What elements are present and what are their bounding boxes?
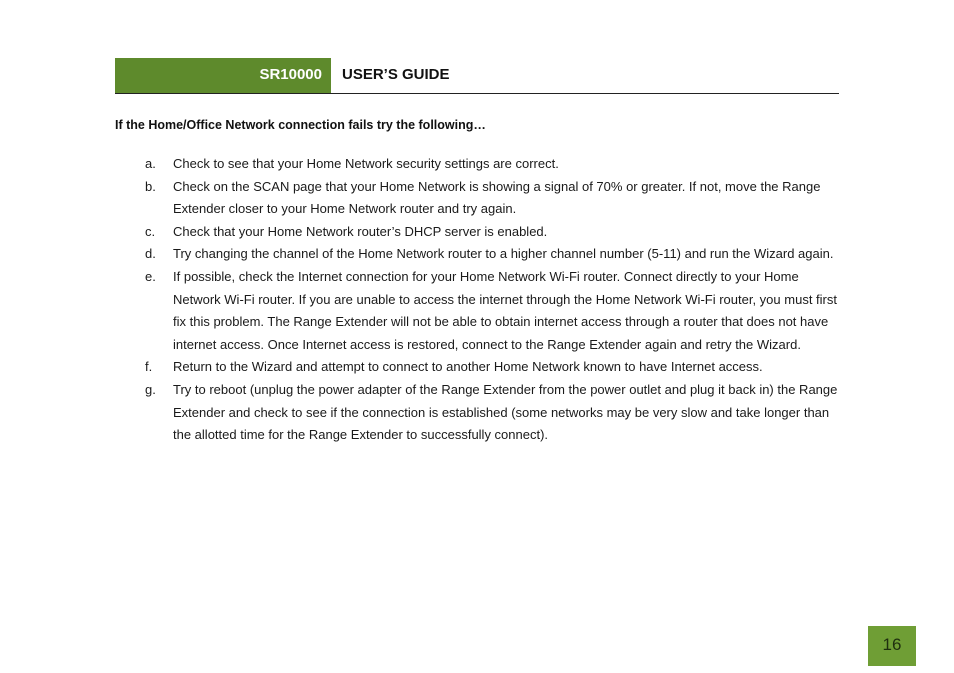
list-item-text: Check that your Home Network router’s DHCP server is enabled. bbox=[173, 223, 548, 239]
page-number: 16 bbox=[882, 635, 902, 654]
list-item bbox=[115, 379, 843, 447]
list-item-text: Check on the SCAN page that your Home Network is showing a signal of 70% or greater. If not, move the Range Extender closer to your Home Network router and try again. bbox=[173, 178, 821, 217]
list-item-text: Try changing the channel of the Home Network router to a higher channel number (5-11) and run the Wizard again. bbox=[173, 246, 834, 262]
troubleshooting-list bbox=[115, 153, 843, 447]
list-marker: a. bbox=[145, 156, 156, 171]
list-marker: e. bbox=[145, 268, 156, 284]
list-item-text: Return to the Wizard and attempt to connect to another Home Network known to have Internet access. bbox=[173, 359, 763, 375]
list-item-text: If possible, check the Internet connection for your Home Network Wi-Fi router. Connect directly to your Home Network Wi-Fi router. If you are unable to access the internet through the Home Network Wi-Fi router, you must first fix this problem. The Range Extender will not be able to obtain internet access through a router that does not have internet access. Once Internet access is restored, connect to the Range Extender again and retry the Wizard. bbox=[173, 268, 837, 352]
list-item-text: Check to see that your Home Network security settings are correct. bbox=[173, 156, 559, 171]
header-green-bar bbox=[115, 58, 331, 93]
list-marker: b. bbox=[145, 178, 156, 194]
page-number-box bbox=[868, 626, 916, 666]
list-item bbox=[115, 176, 843, 221]
list-item-text: Try to reboot (unplug the power adapter of the Range Extender from the power outlet and plug it back in) the Range Extender and check to see if the connection is established (some networks may be very slow and take longer than the allotted time for the Range Extender to successfully connect). bbox=[173, 381, 838, 443]
list-item bbox=[115, 266, 843, 356]
list-marker: c. bbox=[145, 223, 156, 239]
guide-title: USER’S GUIDE bbox=[342, 66, 450, 83]
list-item bbox=[115, 356, 843, 379]
list-item bbox=[115, 221, 843, 244]
list-item bbox=[115, 153, 843, 176]
section-intro: If the Home/Office Network connection fails try the following… bbox=[115, 118, 486, 132]
list-marker: g. bbox=[145, 381, 156, 397]
list-marker: d. bbox=[145, 246, 156, 262]
list-item bbox=[115, 243, 843, 266]
page-header bbox=[115, 58, 839, 94]
list-marker: f. bbox=[145, 359, 153, 375]
model-name: SR10000 bbox=[259, 66, 322, 83]
